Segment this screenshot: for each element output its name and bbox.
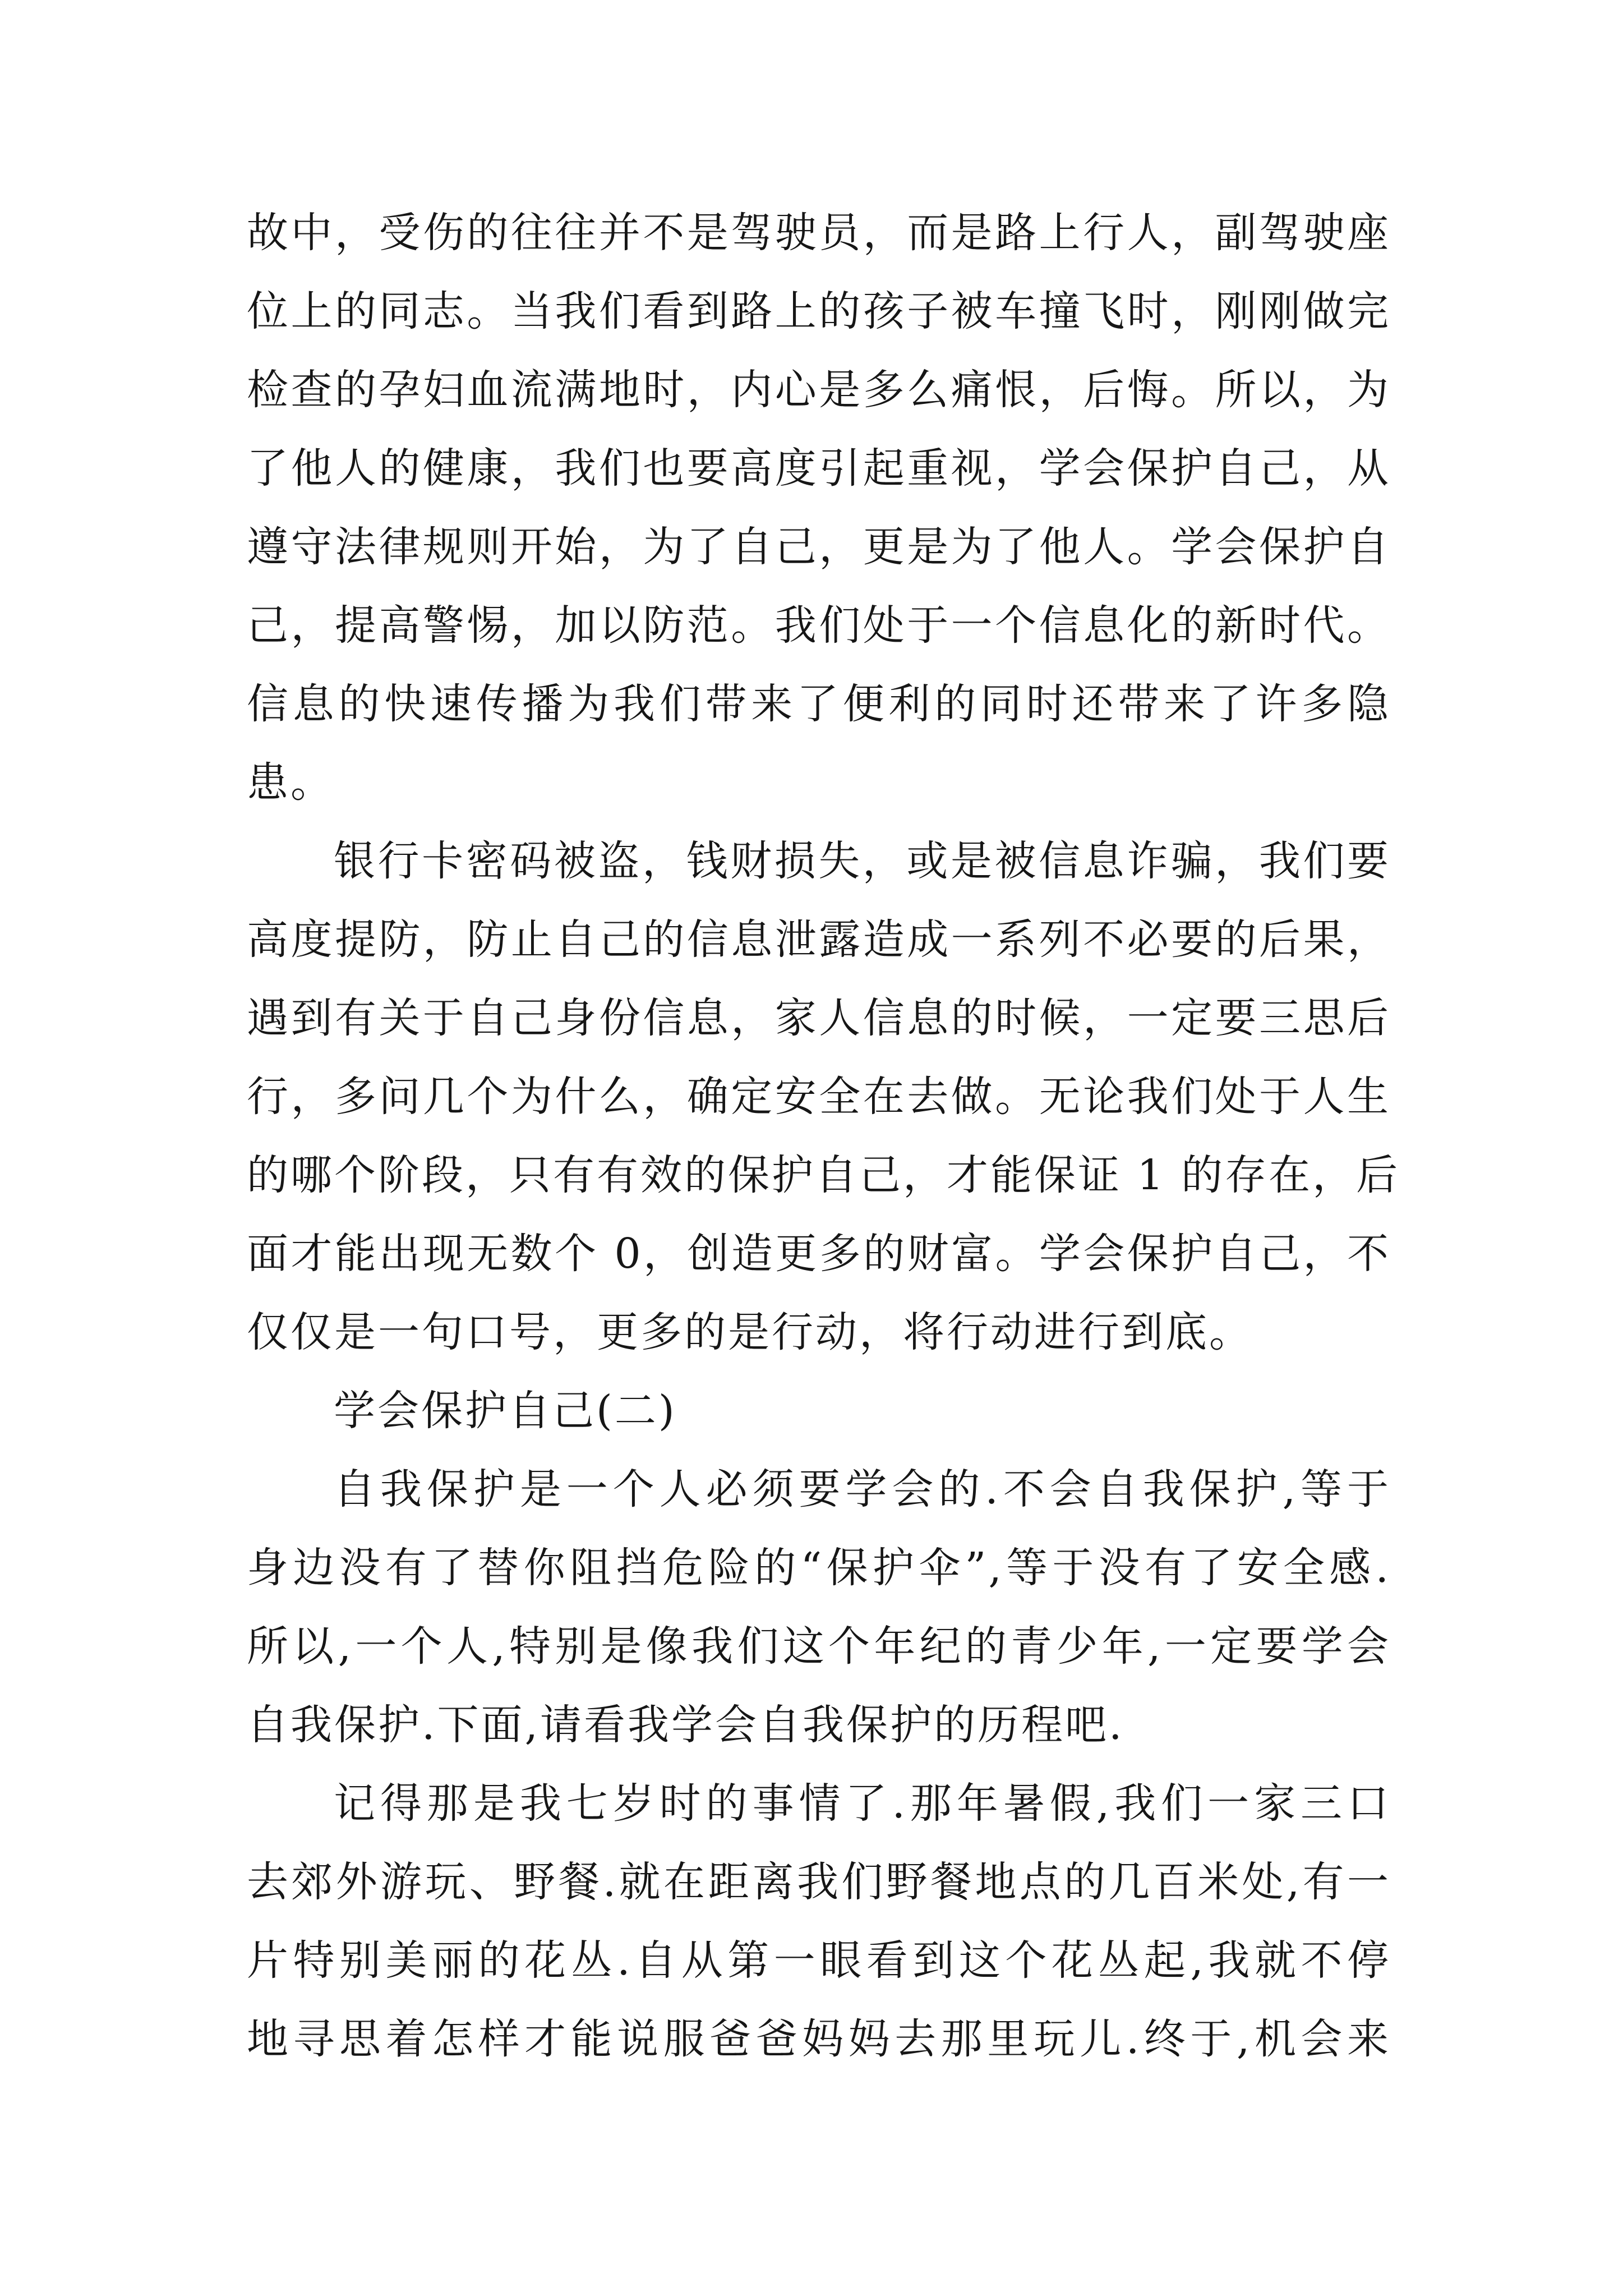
text-line: 了他人的健康，我们也要高度引起重视，学会保护自己，从 (247, 444, 1391, 493)
text-line: 信息的快速传播为我们带来了便利的同时还带来了许多隐 (247, 680, 1391, 728)
paragraph-first-line: 自我保护是一个人必须要学会的.不会自我保护,等于 (334, 1465, 1391, 1513)
text-line: 片特别美丽的花丛.自从第一眼看到这个花丛起,我就不停 (247, 1936, 1391, 1985)
text-line: 故中，受伤的往往并不是驾驶员，而是路上行人，副驾驶座 (247, 209, 1391, 257)
text-line: 去郊外游玩、野餐.就在距离我们野餐地点的几百米处,有一 (247, 1858, 1391, 1906)
text-line: 地寻思着怎样才能说服爸爸妈妈去那里玩儿.终于,机会来 (247, 2015, 1391, 2063)
text-line: 检查的孕妇血流满地时，内心是多么痛恨，后悔。所以，为 (247, 366, 1391, 414)
text-line: 高度提防，防止自己的信息泄露造成一系列不必要的后果， (247, 915, 1391, 964)
section-heading: 学会保护自己(二) (334, 1387, 677, 1435)
paragraph-first-line: 记得那是我七岁时的事情了.那年暑假,我们一家三口 (334, 1779, 1391, 1828)
text-line: 仅仅是一句口号，更多的是行动，将行动进行到底。 (247, 1308, 1253, 1356)
text-line: 遵守法律规则开始，为了自己，更是为了他人。学会保护自 (247, 523, 1391, 571)
text-line: 己，提高警惕，加以防范。我们处于一个信息化的新时代。 (247, 601, 1391, 650)
text-line: 行，多问几个为什么，确定安全在去做。无论我们处于人生 (247, 1073, 1391, 1121)
paragraph-first-line: 银行卡密码被盗，钱财损失，或是被信息诈骗，我们要 (334, 837, 1391, 885)
text-line: 遇到有关于自己身份信息，家人信息的时候，一定要三思后 (247, 994, 1391, 1042)
text-line: 的哪个阶段，只有有效的保护自己，才能保证 1 的存在，后 (247, 1151, 1400, 1199)
text-line: 面才能出现无数个 0，创造更多的财富。学会保护自己，不 (247, 1230, 1391, 1278)
text-line: 位上的同志。当我们看到路上的孩子被车撞飞时，刚刚做完 (247, 287, 1391, 335)
text-line: 所以,一个人,特别是像我们这个年纪的青少年,一定要学会 (247, 1622, 1391, 1671)
text-line: 患。 (247, 758, 334, 807)
text-line: 自我保护.下面,请看我学会自我保护的历程吧. (247, 1701, 1124, 1749)
text-line: 身边没有了替你阻挡危险的“保护伞”,等于没有了安全感. (247, 1544, 1391, 1592)
